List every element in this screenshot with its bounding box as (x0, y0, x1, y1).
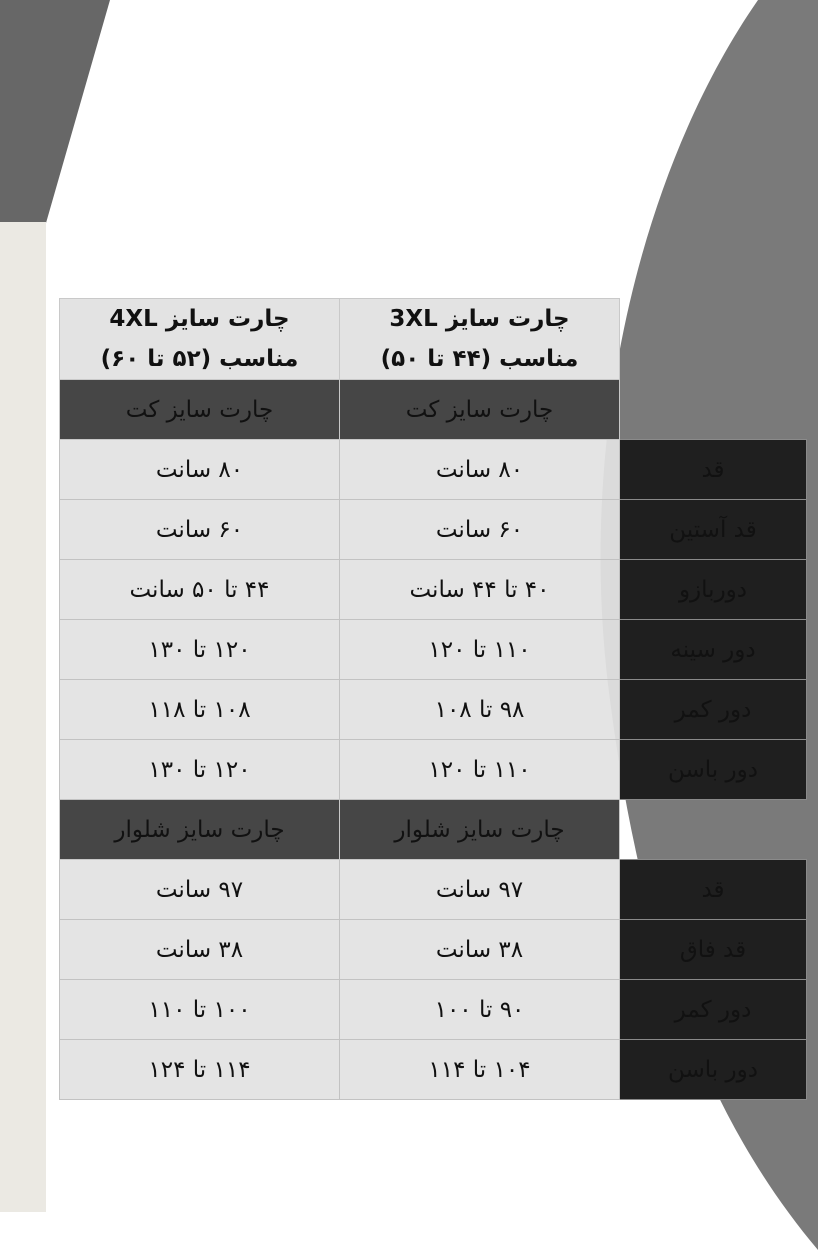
pants-value-3xl: ۹۰ تا ۱۰۰ (340, 980, 620, 1040)
pants-row-label: دور باسن (620, 1040, 807, 1100)
pants-value-4xl: ۹۷ سانت (60, 860, 340, 920)
table-row (60, 1040, 807, 1100)
header-row (60, 299, 807, 380)
pants-band-4xl: چارت سایز شلوار (60, 800, 340, 860)
jacket-row-label: دوربازو (620, 560, 807, 620)
empty-cell (620, 800, 807, 860)
jacket-value-3xl: ۱۱۰ تا ۱۲۰ (340, 620, 620, 680)
pants-row-label: قد (620, 860, 807, 920)
jacket-value-3xl: ۹۸ تا ۱۰۸ (340, 680, 620, 740)
table-row (60, 620, 807, 680)
jacket-value-4xl: ۱۲۰ تا ۱۳۰ (60, 620, 340, 680)
jacket-band-3xl: چارت سایز کت (340, 380, 620, 440)
table-row (60, 560, 807, 620)
pants-value-4xl: ۳۸ سانت (60, 920, 340, 980)
column-header-3xl (340, 299, 620, 380)
jacket-row-label: دور کمر (620, 680, 807, 740)
empty-cell (620, 380, 807, 440)
column-title-4xl: چارت سایز 4XL (109, 306, 290, 332)
jacket-value-4xl: ۱۰۸ تا ۱۱۸ (60, 680, 340, 740)
table-row (60, 860, 807, 920)
pants-value-4xl: ۱۱۴ تا ۱۲۴ (60, 1040, 340, 1100)
column-title-3xl: چارت سایز 3XL (389, 306, 570, 332)
size-chart-table (59, 298, 807, 1100)
pants-value-3xl: ۱۰۴ تا ۱۱۴ (340, 1040, 620, 1100)
jacket-value-4xl: ۴۴ تا ۵۰ سانت (60, 560, 340, 620)
pants-value-3xl: ۳۸ سانت (340, 920, 620, 980)
table-row (60, 920, 807, 980)
jacket-value-3xl: ۶۰ سانت (340, 500, 620, 560)
table-row (60, 980, 807, 1040)
pants-value-4xl: ۱۰۰ تا ۱۱۰ (60, 980, 340, 1040)
jacket-row-label: قد (620, 440, 807, 500)
pants-row-label: قد فاق (620, 920, 807, 980)
jacket-value-4xl: ۶۰ سانت (60, 500, 340, 560)
table-row (60, 680, 807, 740)
jacket-value-4xl: ۸۰ سانت (60, 440, 340, 500)
jacket-band-4xl: چارت سایز کت (60, 380, 340, 440)
pants-value-3xl: ۹۷ سانت (340, 860, 620, 920)
column-subtitle-3xl: مناسب (۴۴ تا ۵۰) (380, 346, 579, 372)
column-header-4xl (60, 299, 340, 380)
jacket-value-3xl: ۱۱۰ تا ۱۲۰ (340, 740, 620, 800)
jacket-band-row (60, 380, 807, 440)
table-row (60, 440, 807, 500)
jacket-value-3xl: ۸۰ سانت (340, 440, 620, 500)
jacket-value-3xl: ۴۰ تا ۴۴ سانت (340, 560, 620, 620)
table-row (60, 740, 807, 800)
jacket-row-label: دور باسن (620, 740, 807, 800)
pants-row-label: دور کمر (620, 980, 807, 1040)
column-subtitle-4xl: مناسب (۵۲ تا ۶۰) (100, 346, 299, 372)
jacket-row-label: دور سینه (620, 620, 807, 680)
pants-band-row (60, 800, 807, 860)
empty-cell (620, 299, 807, 380)
pants-band-3xl: چارت سایز شلوار (340, 800, 620, 860)
table-row (60, 500, 807, 560)
jacket-value-4xl: ۱۲۰ تا ۱۳۰ (60, 740, 340, 800)
jacket-row-label: قد آستین (620, 500, 807, 560)
